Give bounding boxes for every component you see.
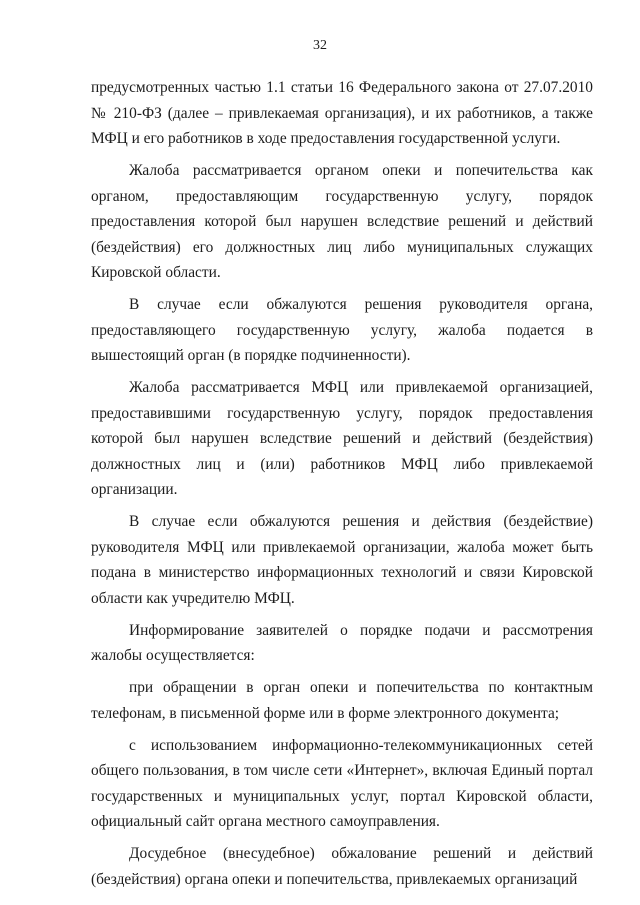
paragraph-complaint-mfc: Жалоба рассматривается МФЦ или привлекаемой организацией, предоставившими государственную услугу, порядок предоставления которой был нарушен вследствие решений и действий (бездействия) должностных лиц и (или) работников МФЦ либо привлекаемой организации. [91, 379, 593, 499]
paragraph-complaint-head-of-body: В случае если обжалуются решения руководителя органа, предоставляющего государственную услугу, жалоба подается в вышестоящий орган (в порядке подчиненности). [91, 296, 593, 365]
paragraph-pretrial-appeal: Досудебное (внесудебное) обжалование решений и действий (бездействия) органа опеки и попечительства, привлекаемых организаций [91, 845, 593, 888]
paragraph-complaint-mfc-head: В случае если обжалуются решения и действия (бездействие) руководителя МФЦ или привлекаемой организации, жалоба может быть подана в министерство информационных технологий и связи Кировской области как учредителю МФЦ. [91, 513, 593, 608]
paragraph-informing-applicants: Информирование заявителей о порядке подачи и рассмотрения жалобы осуществляется: [91, 621, 593, 665]
paragraph-informing-by-internet: с использованием информационно-телекоммуникационных сетей общего пользования, в том числе сети «Интернет», включая Единый портал государственных и муниципальных услуг, портал Кировской области, официальный сайт органа местного самоуправления. [91, 736, 593, 831]
page-number: 32 [313, 38, 327, 53]
paragraph-complaint-guardianship: Жалоба рассматривается органом опеки и попечительства как органом, предоставляющим государственную услугу, порядок предоставления которой был нарушен вследствие решений и действий (бездействия) его должностных лиц либо муниципальных служащих Кировской области. [91, 161, 593, 282]
document-body [91, 75, 593, 899]
paragraph-continuation: предусмотренных частью 1.1 статьи 16 Федерального закона от 27.07.2010 № 210-ФЗ (далее – привлекаемая организация), и их работников, а также МФЦ и его работников в ходе предоставления государственной услуги. [91, 79, 593, 148]
paragraph-informing-by-contact: при обращении в орган опеки и попечительства по контактным телефонам, в письменной форме или в форме электронного документа; [91, 679, 593, 722]
